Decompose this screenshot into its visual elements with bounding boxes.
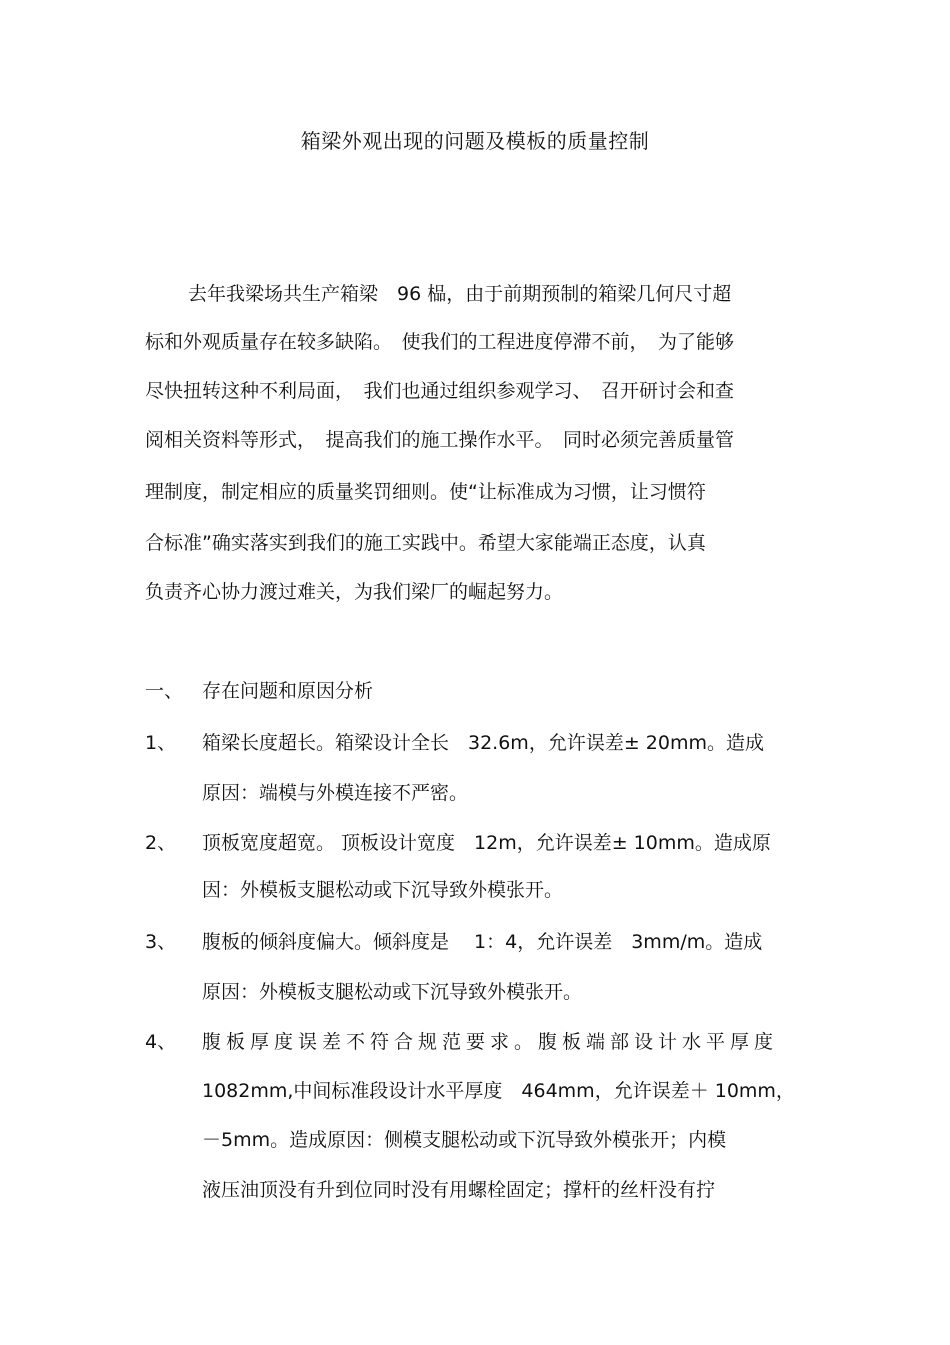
intro-line: 去年我梁场共生产箱梁 96 榀，由于前期预制的箱梁几何尺寸超 [188, 283, 732, 305]
item-line: 腹板的倾斜度偏大。倾斜度是 1：4，允许误差 3mm/m。造成 [202, 931, 763, 953]
intro-line: 阅相关资料等形式， 提高我们的施工操作水平。 同时必须完善质量管 [145, 429, 735, 451]
item-line: 液压油顶没有升到位同时没有用螺栓固定；撑杆的丝杆没有拧 [202, 1179, 716, 1201]
item-line: 因：外模板支腿松动或下沉导致外模张开。 [202, 879, 564, 901]
item-line: 腹板厚度误差不符合规范要求。腹板端部设计水平厚度 [202, 1031, 779, 1053]
intro-line: 合标准”确实落实到我们的施工实践中。希望大家能端正态度，认真 [145, 532, 706, 554]
item-line: 原因：外模板支腿松动或下沉导致外模张开。 [202, 981, 583, 1003]
intro-line: 负责齐心协力渡过难关，为我们梁厂的崛起努力。 [145, 581, 564, 603]
item-line: 顶板宽度超宽。 顶板设计宽度 12m，允许误差± 10mm。造成原 [202, 832, 771, 854]
item-line: 原因：端模与外模连接不严密。 [202, 782, 469, 804]
intro-line: 理制度，制定相应的质量奖罚细则。使“让标准成为习惯，让习惯符 [145, 481, 706, 503]
item-line: －5mm。造成原因：侧模支腿松动或下沉导致外模张开；内模 [202, 1129, 727, 1151]
item-line: 1082mm,中间标准段设计水平厚度 464mm，允许误差＋ 10mm， [202, 1080, 795, 1102]
section-title: 存在问题和原因分析 [202, 680, 374, 702]
item-line: 箱梁长度超长。箱梁设计全长 32.6m，允许误差± 20mm。造成 [202, 732, 764, 754]
item-number: 1、 [145, 732, 177, 754]
item-number: 3、 [145, 931, 177, 953]
item-number: 2、 [145, 832, 177, 854]
document-title: 箱梁外观出现的问题及模板的质量控制 [300, 129, 650, 153]
section-number: 一、 [145, 680, 184, 702]
intro-line: 标和外观质量存在较多缺陷。 使我们的工程进度停滞不前， 为了能够 [145, 331, 735, 353]
intro-line: 尽快扭转这种不利局面， 我们也通过组织参观学习、 召开研讨会和查 [145, 380, 735, 402]
item-number: 4、 [145, 1031, 177, 1053]
